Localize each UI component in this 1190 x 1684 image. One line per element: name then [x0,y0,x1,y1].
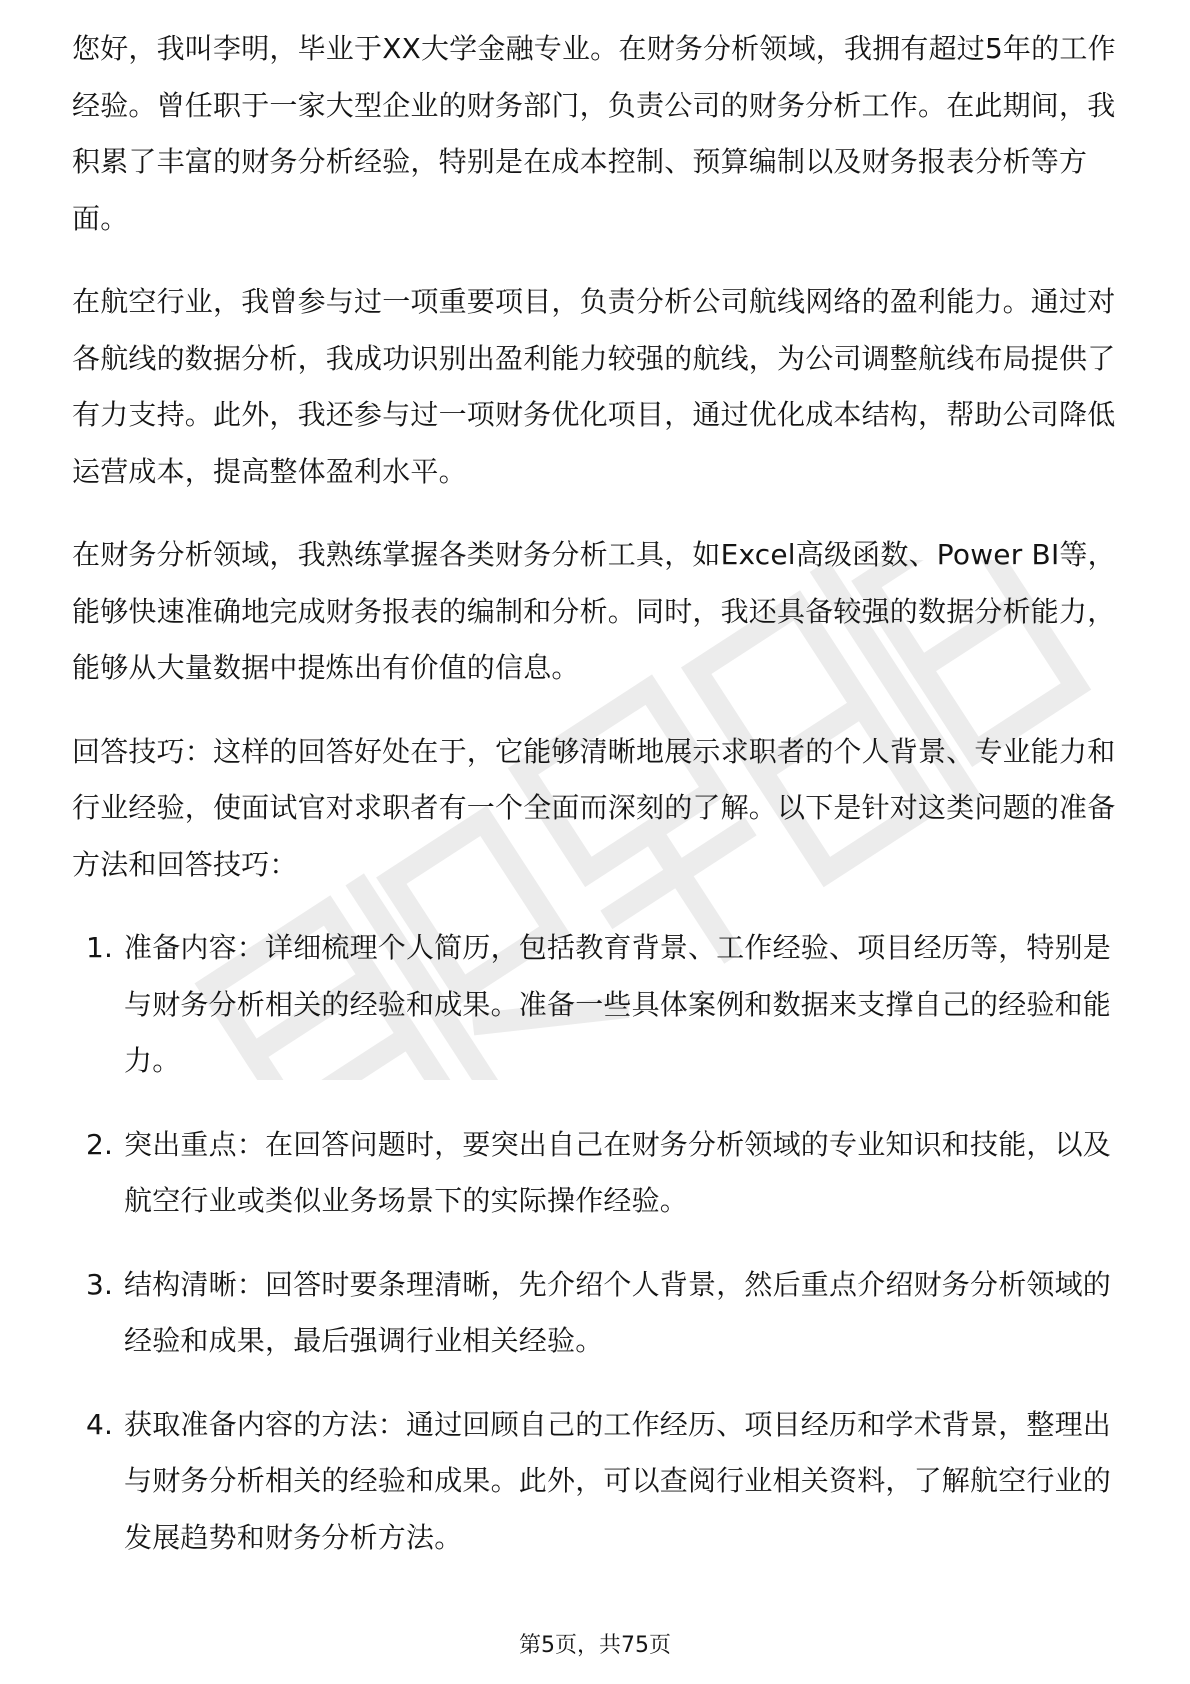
list-item-text: 结构清晰：回答时要条理清晰，先介绍个人背景，然后重点介绍财务分析领域的经验和成果，最后强调行业相关经验。 [124,1267,1112,1357]
list-item-text: 准备内容：详细梳理个人简历，包括教育背景、工作经验、项目经历等，特别是与财务分析相关的经验和成果。准备一些具体案例和数据来支撑自己的经验和能力。 [124,931,1112,1077]
list-item [72,1397,1122,1567]
list-item-text: 突出重点：在回答问题时，要突出自己在财务分析领域的专业知识和技能，以及航空行业或类似业务场景下的实际操作经验。 [124,1127,1112,1217]
list-number: 3. [86,1267,114,1301]
list-item [72,1117,1122,1230]
list-item-text: 获取准备内容的方法：通过回顾自己的工作经历、项目经历和学术背景，整理出与财务分析相关的经验和成果。此外，可以查阅行业相关资料，了解航空行业的发展趋势和财务分析方法。 [124,1407,1112,1554]
paragraph-tools-skills: 在财务分析领域，我熟练掌握各类财务分析工具，如Excel高级函数、Power BI等，能够快速准确地完成财务报表的编制和分析。同时，我还具备较强的数据分析能力，能够从大量数据中提炼出有价值的信息。 [72,538,1116,684]
paragraph-aviation-experience: 在航空行业，我曾参与过一项重要项目，负责分析公司航线网络的盈利能力。通过对各航线的数据分析，我成功识别出盈利能力较强的航线，为公司调整航线布局提供了有力支持。此外，我还参与过一项财务优化项目，通过优化成本结构，帮助公司降低运营成本，提高整体盈利水平。 [72,285,1116,488]
page-number-footer: 第5页，共75页 [519,1633,671,1658]
list-item [72,920,1122,1090]
list-item [72,1257,1122,1370]
document-body [72,21,1122,1593]
paragraph-answer-tips: 回答技巧：这样的回答好处在于，它能够清晰地展示求职者的个人背景、专业能力和行业经验，使面试官对求职者有一个全面而深刻的了解。以下是针对这类问题的准备方法和回答技巧： [72,734,1116,881]
paragraph-intro: 您好，我叫李明，毕业于XX大学金融专业。在财务分析领域，我拥有超过5年的工作经验。曾任职于一家大型企业的财务部门，负责公司的财务分析工作。在此期间，我积累了丰富的财务分析经验，特别是在成本控制、预算编制以及财务报表分析等方面。 [72,32,1116,235]
list-number: 1. [86,931,114,964]
tips-list [72,920,1122,1566]
list-number: 4. [86,1407,114,1441]
page-top-edge [0,0,1190,14]
list-number: 2. [86,1127,114,1161]
